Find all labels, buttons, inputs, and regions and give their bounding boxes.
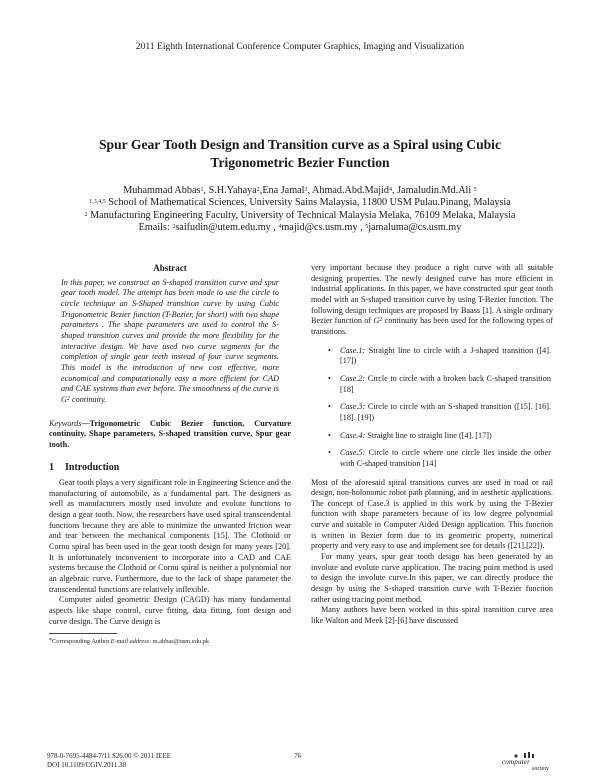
isbn-line: 978-0-7695-4484-7/11 $26.00 © 2011 IEEE: [47, 752, 171, 760]
page-number: 76: [294, 752, 301, 760]
list-item: • Case.1: Straight line to circle with a J-shaped transition ([4]. [17]): [328, 345, 551, 366]
section-heading-introduction: 1 Introduction: [49, 461, 120, 473]
list-item: • Case.3: Circle to circle with an S-shaped transition ([15]. [16]. [18]. [19]): [328, 402, 551, 422]
logo-text-computer: computer: [502, 758, 531, 766]
copyright-block: [47, 752, 171, 770]
title-line-2: Trigonometric Bezier Function: [210, 155, 390, 170]
right-paragraph-3: For many years, spur gear tooth design has been generated by an involute and evolute curve application. The tracing point method is used to design the involute curve.In this paper, we can directly produce the design by using the S-shaped transition curve with T-Bezier function rather using tracing point method.: [311, 552, 553, 604]
abstract-text: In this paper, we construct an S-shaped transition curve and spur gear tooth model. The attempt has been made to use the circle to circle technique an S-Shaped transition curve by using Cubic Trigonometric Bezier function (T-Bezier, for short) with two shape parameters . The shape parameters are used to control the S-shaped transition curves and provide the more flexibility for the interactive design. We have used two curve segments for the completion of single gear teeth instead of four curve segments. This model is the introduction of new cost effective, more economical and computationally easy a more efficient for CAD and CAE systems than ever before. The smoothness of the curve is $G^2$ continuity.: [61, 277, 279, 404]
intro-paragraph-2: Computer aided geometric Design (CAGD) has many fundamental aspects like shape control, curve fitting, data fitting, font design and curve design. The Curve design is: [49, 595, 291, 626]
title-line-1: Spur Gear Tooth Design and Transition curve as a Spiral using Cubic: [99, 137, 501, 152]
affiliation-2: $^2$ Manufacturing Engineering Faculty, University of Technical Malaysia Melaka, 76109 Melaka, Malaysia: [84, 209, 516, 221]
right-paragraph-1: very important because they produce a right curve with all suitable designing properties. The newly designed curve has more efficient in industrial applications. In this paper, we have constructed spur gear tooth model with an S-shaped transition curve by using T-Bezier function. The following design techniques are proposed by Baass [1]. A single ordinary Bezier function of $G^2$ continuity has been used for the following types of transitions.: [311, 263, 553, 336]
right-column: [311, 263, 553, 627]
author-emails: Emails: $^2$saifudin@utem.edu.my , $^4$majid@cs.usm.my , $^5$jamaluma@cs.usm.my: [138, 221, 462, 233]
paper-title: [40, 136, 560, 172]
footnote-rule: [49, 633, 117, 634]
author-names: Muhammad Abbas$^1$, S.H.Yahaya$^2$,Ena Jamal$^3$, Ahmad.Abd.Majid$^4$, Jamaludin.Md.Ali $^5$: [123, 185, 477, 196]
case-list: [311, 346, 553, 470]
list-item: • Case.4: Straight line to straight line ([4]. [17]): [328, 430, 492, 440]
intro-paragraph-1: Gear tooth plays a very significant role in Engineering Science and the manufacturing of automobile, as a fundamental part. The designers as well as manufacturers mostly used involute and evolute functions to design a gear tooth. Now, the researchers have used spiral transcendental functions because they are able to minimize the unwanted friction wear and tear between the mechanical components [15]. The Clothoid or Cornu spiral has been used in the gear tooth design for many years [20]. It is unfortunately inconvenient to incorporate into a CAD and CAE systems because the Clothoid or Cornu spiral is neither a polynomial nor an algebraic curve. Furthermore, due to the lack of shape parameter the transcendental functions are relatively inflexible.: [49, 478, 291, 594]
logo-text-society: society: [532, 766, 549, 772]
left-column: [49, 263, 291, 648]
keywords: Keywords—Trigonometric Cubic Bezier function, Curvature continuity, Shape parameters, S-shaped transition curve, Spur gear tooth.: [49, 418, 291, 449]
list-item: • Case.5: Circle to circle where one circle lies inside the other with C-shaped transition [14]: [328, 448, 551, 468]
conference-header: 2011 Eighth International Conference Computer Graphics, Imaging and Visualization: [135, 41, 465, 52]
author-block: [30, 185, 570, 234]
affiliation-1: $^{1,3,4,5}$ School of Mathematical Sciences, University Sains Malaysia, 11800 USM Pulau.Pinang, Malaysia: [89, 197, 511, 209]
doi-line: DOI 10.1109/CGIV.2011.38: [47, 761, 127, 769]
list-item: • Case.2: Circle to circle with a broken back C-shaped transition [18]: [328, 373, 551, 394]
right-paragraph-4: Many authors have been worked in this spiral transition curve area like Walton and Meek [2]-[6] have discussed: [311, 605, 553, 626]
computer-society-logo: [488, 752, 566, 774]
right-paragraph-2: Most of the aforesaid spiral transitions curves are used in road or rail design, non-holonomic robot path planning, and in aesthetic applications. The concept of Case.3 is applied in this work by using the T-Bezier function with shape parameters because of its low degree polynomial curve and suitable in Computer Aided Design application. This function is written in Bezier form due to its geometric property, numerical property and very easy to use and implement see for details ([21],[22]).: [311, 477, 553, 551]
footnote: *Corresponding Author.E-mail address: m.abbas@usm.edu.pk: [49, 638, 210, 646]
abstract-heading: Abstract: [153, 263, 187, 273]
